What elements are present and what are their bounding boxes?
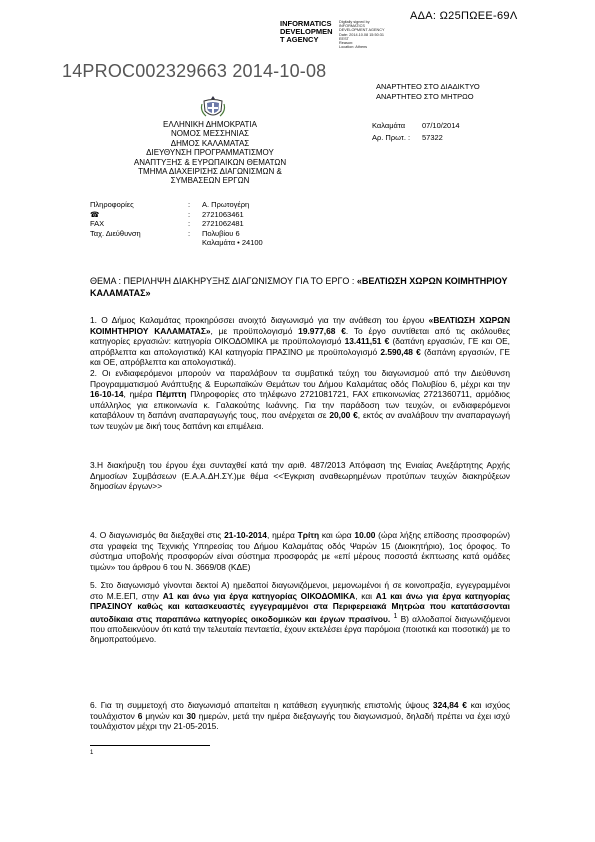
contact-block bbox=[90, 200, 263, 248]
greek-coat-of-arms-icon bbox=[199, 93, 227, 121]
protocol-label: Αρ. Πρωτ. : bbox=[372, 133, 411, 142]
paragraph-5: 5. Στο διαγωνισμό γίνονται δεκτοί Α) ημεδαποί διαγωνιζόμενοι, μεμονωμένοι ή σε κοινοπραξία, εγγεγραμμένοι στο Μ.Ε.ΕΠ, στην Α1 και άνω για έργα κατηγορίας ΟΙΚΟΔΟΜΙΚΑ, και Α1 και άνω για έργα κατηγορίας ΠΡΑΣΙΝΟΥ καθώς και κατασκευαστές εγγεγραμμένοι στα Περιφερειακά Μητρώα που κατατάσσονται αυτοδίκαια στις παραπάνω κατηγορίες οικοδομικών και έργων πρασίνου. $^1$ Β) αλλοδαποί διαγωνιζόμενοι που αποδεικνύουν ότι κατά την τελευταία πενταετία, έχουν εκτελέσει έργα παρόμοια (ποιοτικά και ποσοτικά) με το δημοπρατούμενο. bbox=[90, 580, 511, 645]
footnote-divider bbox=[90, 745, 210, 746]
paragraph-4: 4. Ο διαγωνισμός θα διεξαχθεί στις 21-10-2014, ημέρα Τρίτη και ώρα 10.00 (ώρα λήξης επίδοσης προσφορών) στα γραφεία της Τεχνικής Υπηρεσίας του Δήμου Καλαμάτας οδός Ψαρών 15 (Διοικητήριο), 1ος όροφος. Το σύστημα υποβολής προσφορών είναι σύστημα προσφοράς με «επί μέρους ποσοστά έκπτωσης κατά ομάδες τιμών» του άρθρου 6 του Ν. 3669/08 (ΚΔΕ) bbox=[90, 530, 511, 572]
document-date: 07/10/2014 bbox=[422, 121, 460, 130]
protocol-number: 57322 bbox=[422, 133, 443, 142]
paragraph-6: 6. Για τη συμμετοχή στο διαγωνισμό απαιτείται η κατάθεση εγγυητικής επιστολής ύψους 324,84 € και ισχύος τουλάχιστον 6 μηνών και 30 ημερών, μετά την ημέρα διεξαγωγής του διαγωνισμού, δηλαδή πρέπει να έχει ισχύ τουλάχιστον μέχρι την 21-05-2015. bbox=[90, 700, 510, 731]
place-label: Καλαμάτα bbox=[372, 121, 406, 130]
digital-signature: Digitally signed by INFORMATICS DEVELOPMENT AGENCY Date: 2014.10.08 15:50:31 EEST Reason: Location: Athens bbox=[339, 20, 385, 50]
footnote-ref: 1 bbox=[393, 612, 398, 620]
contact-row: Καλαμάτα • 24100 bbox=[202, 238, 263, 247]
paragraph-2: 2. Οι ενδιαφερόμενοι μπορούν να παραλάβουν τα συμβατικά τεύχη του διαγωνισμού από την Διεύθυνση Προγραμματισμού Ανάπτυξης & Ευρωπαϊκών Θεμάτων του Δήμου Καλαμάτας οδός Πολυβίου 6, μέχρι και την 16-10-14, ημέρα Πέμπτη Πληροφορίες στο τηλέφωνο 2721081721, FAX επικοινωνίας 2721360711, αρμόδιος υπάλληλος για επικοινωνία κ. Γαλακούτης Ιωάννης. Για την παράδοση των τευχών, οι ενδιαφερόμενοι καταβάλουν τη δαπάνη αναπαραγωγής τους, που ανέρχεται σε 20,00 €, εκτός αν αναλάβουν την αναπαραγωγή των τευχών με δική τους δαπάνη και επιμέλεια. bbox=[90, 368, 511, 431]
contact-row: FAX : 2721062481 bbox=[90, 219, 244, 228]
agency-name: INFORMATICS DEVELOPMEN T AGENCY bbox=[280, 19, 333, 44]
document-meta bbox=[372, 120, 460, 144]
paragraph-1: 1. Ο Δήμος Καλαμάτας προκηρύσσει ανοιχτό διαγωνισμό για την ανάθεση του έργου «ΒΕΛΤΙΩΣΗ ΧΩΡΩΝ ΚΟΙΜΗΤΗΡΙΟΥ ΚΑΛΑΜΑΤΑΣ», με προϋπολογισμό 19.977,68 €. Το έργο συντίθεται από τις ακόλουθες κατηγορίες εργασιών: κατηγορία ΟΙΚΟΔΟΜΙΚΑ με προϋπολογισμό 13.411,51 € (δαπάνη εργασιών, ΓΕ και ΟΕ, απρόβλεπτα και απολογιστικά) ΚΑΙ κατηγορία ΠΡΑΣΙΝΟ με προϋπολογισμό 2.590,48 € (δαπάνη εργασιών, ΓΕ και ΟΕ, απρόβλεπτα και απολογιστικά). bbox=[90, 315, 511, 367]
project-title: «ΒΕΛΤΙΩΣΗ ΧΩΡΩΝ ΚΟΙΜΗΤΗΡΙΟΥ ΚΑΛΑΜΑΤΑΣ» bbox=[90, 276, 508, 298]
subject-line: ΘΕΜΑ : ΠΕΡΙΛΗΨΗ ΔΙΑΚΗΡΥΞΗΣ ΔΙΑΓΩΝΙΣΜΟΥ ΓΙΑ ΤΟ ΕΡΓΟ : «ΒΕΛΤΙΩΣΗ ΧΩΡΩΝ ΚΟΙΜΗΤΗΡΙΟΥ ΚΑΛΑΜΑΤΑΣ» bbox=[90, 276, 508, 298]
ada-code: ΑΔΑ: Ω25ΠΩΕΕ-69Λ bbox=[410, 10, 518, 22]
footnote-mark: 1 bbox=[90, 750, 94, 756]
posting-notes: ΑΝΑΡΤΗΤΕΟ ΣΤΟ ΔΙΑΔΙΚΤΥΟ ΑΝΑΡΤΗΤΕΟ ΣΤΟ ΜΗΤΡΩΟ bbox=[376, 82, 480, 101]
proc-id: 14PROC002329663 2014-10-08 bbox=[62, 61, 327, 81]
paragraph-3: 3.Η διακήρυξη του έργου έχει συνταχθεί κατά την αριθ. 487/2013 Απόφαση της Ενιαίας Ανεξάρτητης Αρχής Δημοσίων Συμβάσεων (Ε.Α.Α.ΔΗ.ΣΥ.)με θέμα <<Έγκριση αναθεωρημένων προτύπων τευχών διακηρύξεων δημοσίων έργων>> bbox=[90, 460, 510, 491]
contact-row: Ταχ. Διεύθυνση : Πολυβίου 6 bbox=[90, 228, 240, 238]
contact-row: Πληροφορίες : Α. Πρωτογέρη bbox=[90, 200, 250, 209]
phone-icon: ☎ bbox=[90, 209, 100, 219]
issuer-header: ΕΛΛΗΝΙΚΗ ΔΗΜΟΚΡΑΤΙΑ ΝΟΜΟΣ ΜΕΣΣΗΝΙΑΣ ΔΗΜΟΣ ΚΑΛΑΜΑΤΑΣ ΔΙΕΥΘΥΝΣΗ ΠΡΟΓΡΑΜΜΑΤΙΣΜΟΥ ΑΝΑΠΤΥΞΗΣ & ΕΥΡΩΠΑΙΚΩΝ ΘΕΜΑΤΩΝ ΤΜΗΜΑ ΔΙΑΧΕΙΡΙΣΗΣ ΔΙΑΓΩΝΙΣΜΩΝ & ΣΥΜΒΑΣΕΩΝ ΕΡΓΩΝ bbox=[133, 120, 287, 186]
contact-row: ☎ : 2721063461 bbox=[90, 209, 244, 219]
